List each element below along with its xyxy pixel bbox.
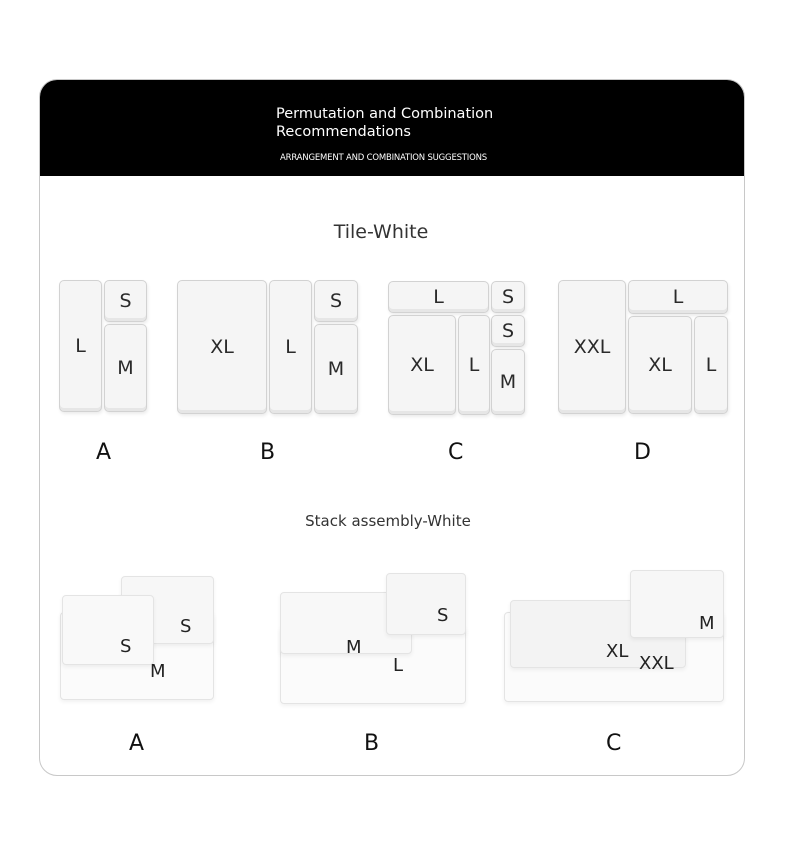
tile-box-l: L (458, 315, 490, 415)
stack-tray-s (386, 573, 466, 635)
tile-box-l: L (59, 280, 102, 412)
stack-section-title: Stack assembly-White (305, 512, 471, 530)
header-subtitle: ARRANGEMENT AND COMBINATION SUGGESTIONS (280, 153, 487, 163)
tile-box-m: M (104, 324, 147, 412)
header-banner (40, 80, 744, 176)
stack-label: S (180, 616, 192, 637)
tile-caption-b: B (260, 440, 276, 465)
stack-label: S (120, 636, 132, 657)
stack-caption-b: B (364, 731, 380, 756)
tile-box-xxl: XXL (558, 280, 626, 414)
header-title (276, 105, 536, 141)
tile-box-s: S (104, 280, 147, 322)
tile-box-m: M (314, 324, 358, 414)
tile-box-l: L (388, 281, 489, 313)
header-title-line1: Permutation and Combination (276, 106, 494, 122)
tile-caption-d: D (634, 440, 651, 465)
stack-label: M (346, 637, 362, 658)
stack-label: M (699, 613, 715, 634)
tile-box-l: L (694, 316, 728, 414)
tile-box-s: S (491, 281, 525, 313)
tile-box-xl: XL (628, 316, 692, 414)
stack-tray-s-front (62, 595, 154, 665)
stack-label: XL (606, 641, 629, 662)
stack-caption-c: C (606, 731, 622, 756)
tile-caption-c: C (448, 440, 464, 465)
stack-label: XXL (639, 653, 674, 674)
header-title-line2: Recommendations (276, 124, 411, 140)
tile-caption-a: A (96, 440, 112, 465)
tile-box-s: S (491, 315, 525, 347)
stack-caption-a: A (129, 731, 145, 756)
tile-box-l: L (269, 280, 312, 414)
stack-label: S (437, 605, 449, 626)
tile-box-xl: XL (388, 315, 456, 415)
tile-box-m: M (491, 349, 525, 415)
tile-box-s: S (314, 280, 358, 322)
tile-box-l: L (628, 280, 728, 314)
tile-box-xl: XL (177, 280, 267, 414)
stack-label: M (150, 661, 166, 682)
tile-section-title: Tile-White (333, 221, 429, 243)
stack-label: L (393, 655, 404, 676)
